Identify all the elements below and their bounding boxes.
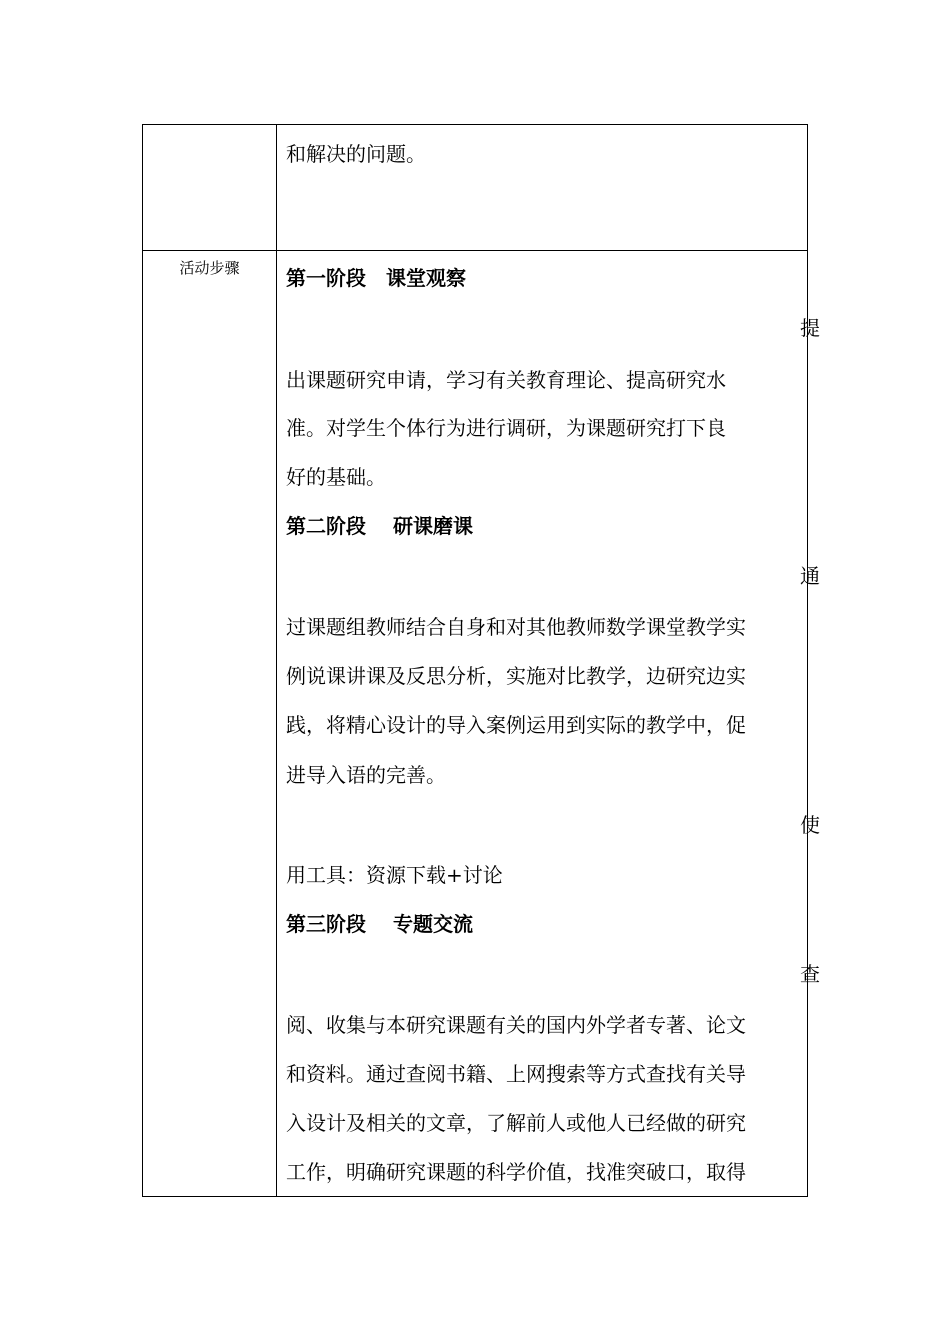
stage2-tool-lead-char: 使 [800,813,820,837]
document-table [142,124,820,1197]
stage1-heading: 第一阶段 课堂观察 [286,266,466,290]
stage1-line-1: 出课题研究申请，学习有关教育理论、提高研究水 [286,368,726,392]
stage1-lead-char: 提 [800,316,820,340]
stage1-line-2: 准。对学生个体行为进行调研，为课题研究打下良 [286,416,726,440]
stage3-line-2: 和资料。通过查阅书籍、上网搜索等方式查找有关导 [286,1062,746,1086]
stage3-lead-char: 查 [800,962,820,986]
column-divider [276,125,277,1196]
stage2-line-2: 例说课讲课及反思分析，实施对比教学，边研究边实 [286,664,746,688]
stage2-line-1: 过课题组教师结合自身和对其他教师数学课堂教学实 [286,615,746,639]
stage3-line-3: 入设计及相关的文章，了解前人或他人已经做的研究 [286,1111,746,1135]
stage2-line-3: 践，将精心设计的导入案例运用到实际的教学中，促 [286,713,746,737]
stage2-tool-line: 用工具：资源下载+讨论 [286,863,503,887]
stage2-line-4: 进导入语的完善。 [286,763,446,787]
stage3-heading: 第三阶段 专题交流 [286,912,473,936]
row-divider [143,250,807,251]
top-row-text: 和解决的问题。 [286,142,426,166]
stage2-heading: 第二阶段 研课磨课 [286,514,473,538]
stage1-line-3: 好的基础。 [286,465,386,489]
stage3-line-4: 工作，明确研究课题的科学价值，找准突破口，取得 [286,1160,746,1184]
stage2-lead-char: 通 [800,564,820,588]
stage3-line-1: 阅、收集与本研究课题有关的国内外学者专著、论文 [286,1013,746,1037]
activity-steps-label: 活动步骤 [179,259,240,277]
